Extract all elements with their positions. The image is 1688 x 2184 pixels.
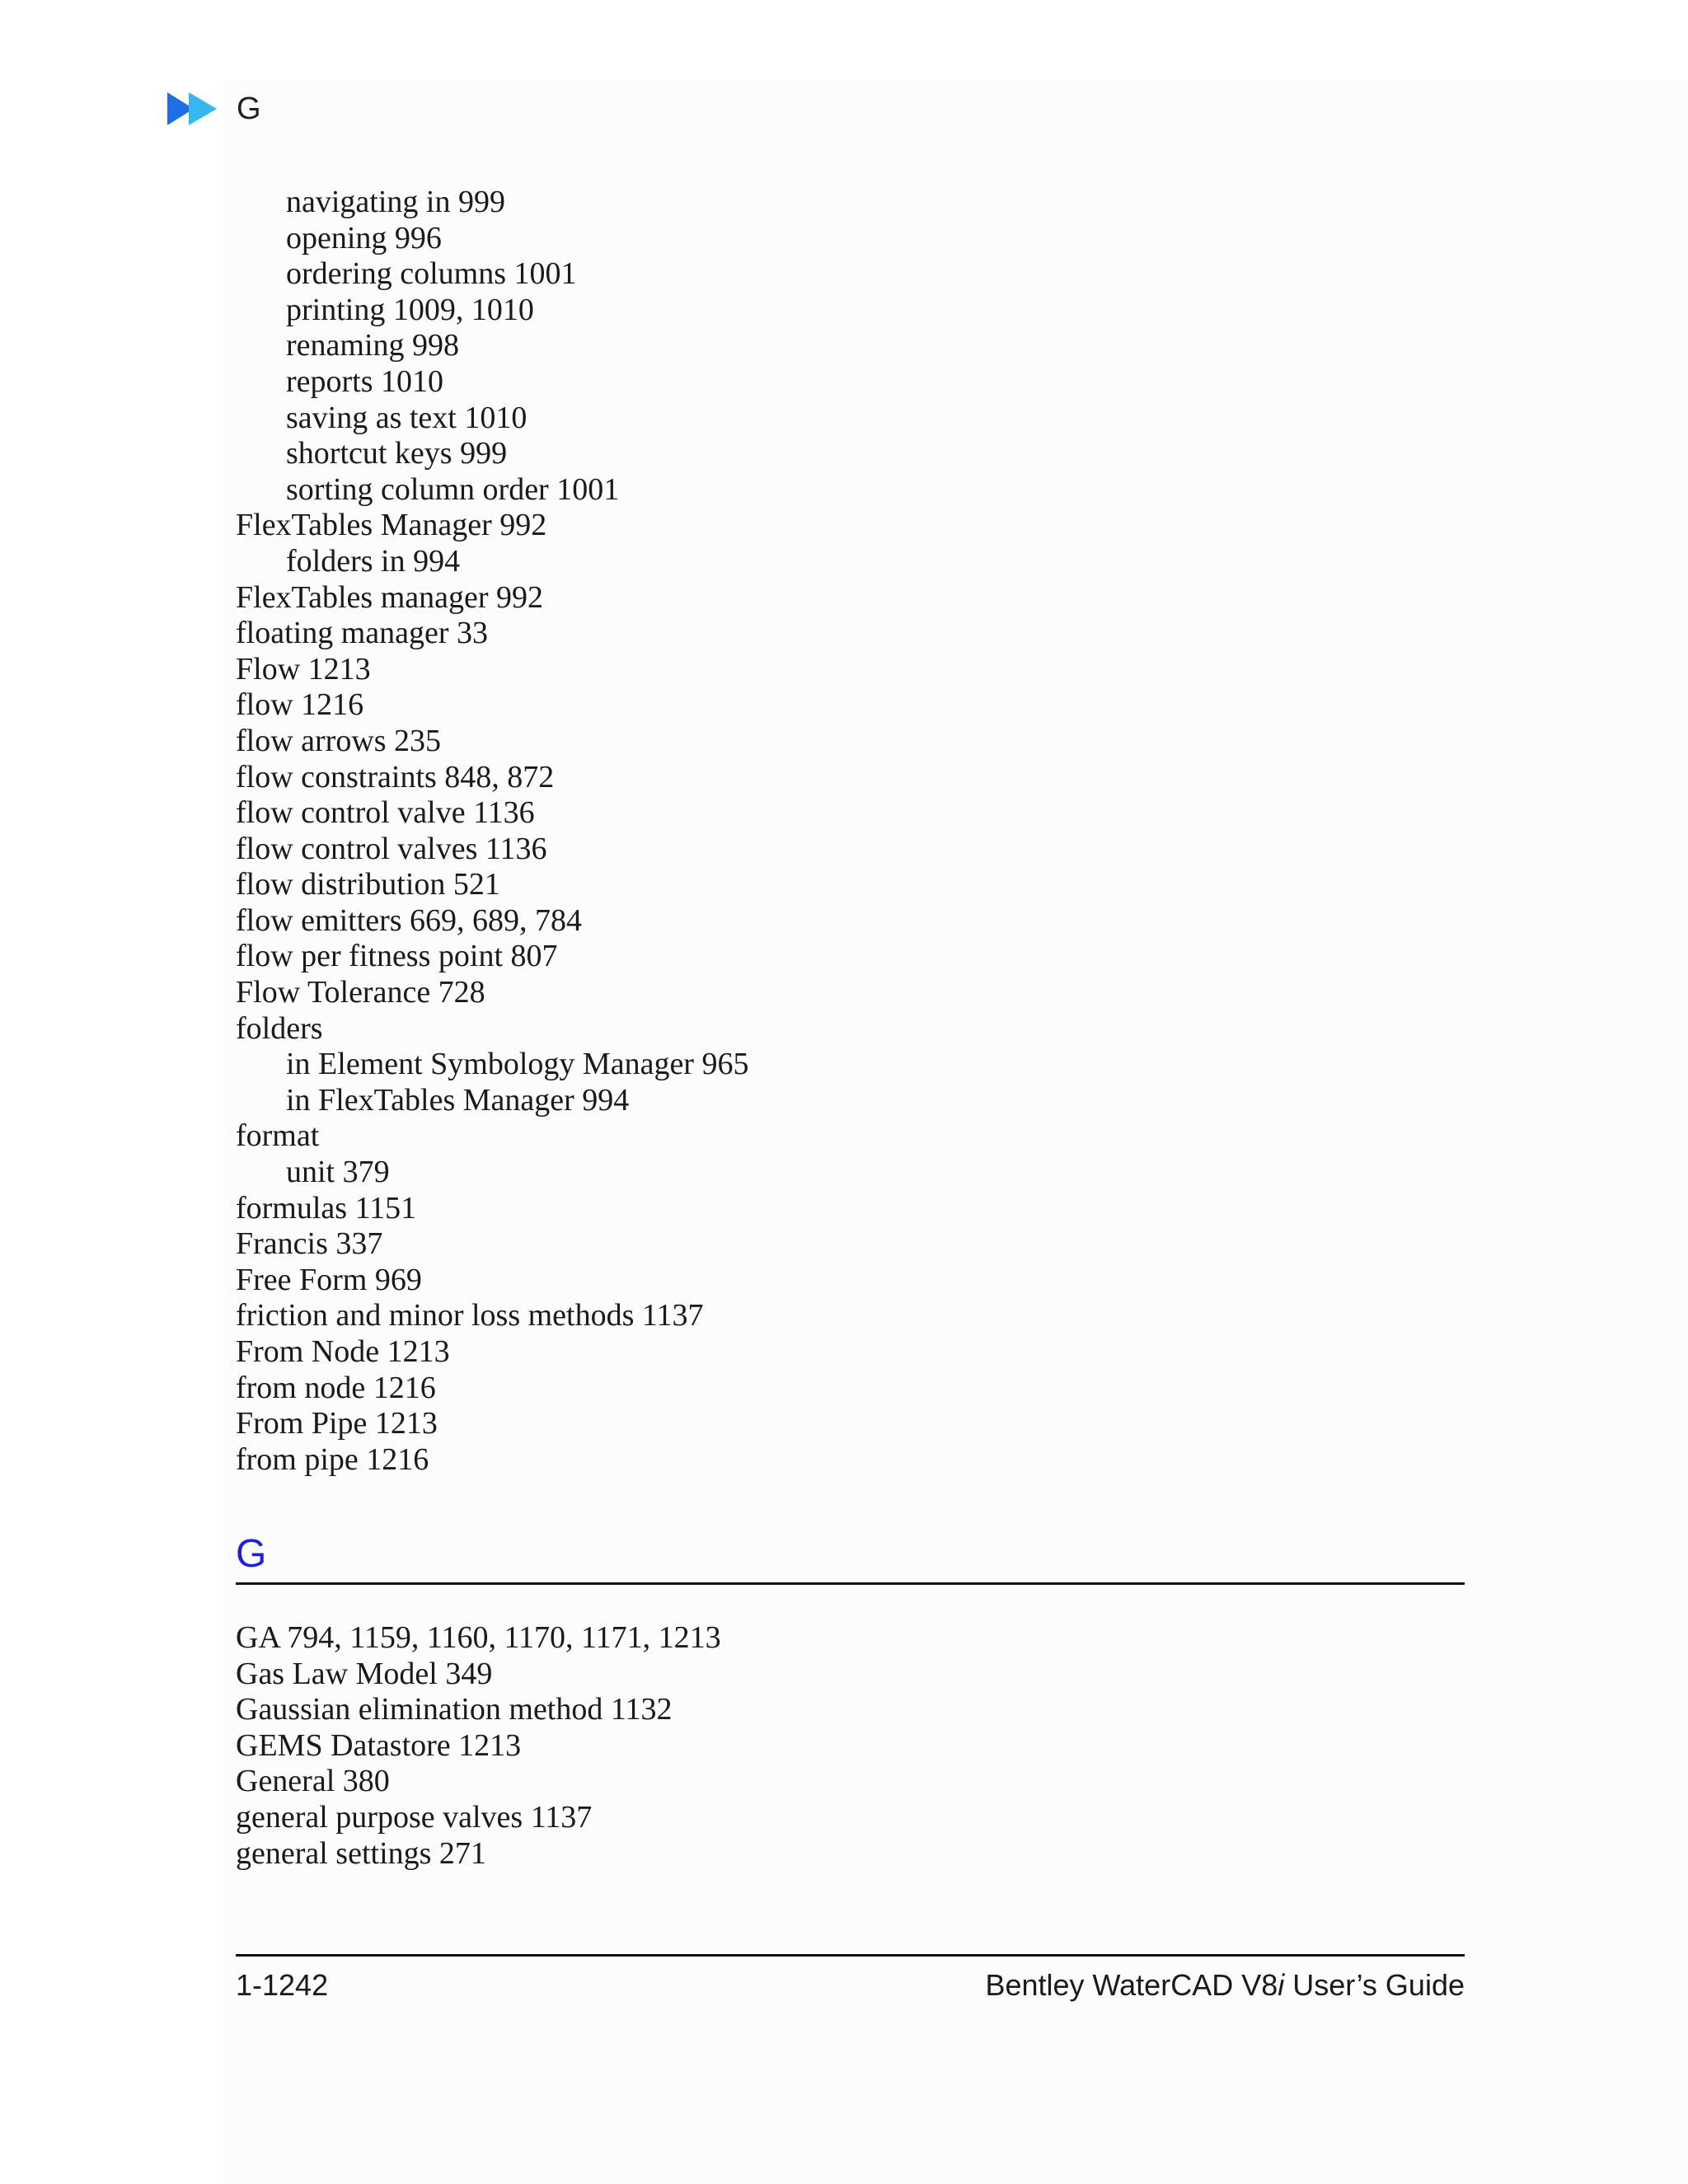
- index-entry: flow emitters 669, 689, 784: [236, 902, 583, 938]
- double-arrow-icon: [167, 91, 220, 127]
- index-entry: friction and minor loss methods 1137: [236, 1298, 704, 1333]
- index-entry: From Node 1213: [236, 1334, 450, 1369]
- index-subentry: navigating in 999: [286, 185, 505, 219]
- index-entry: Gas Law Model 349: [236, 1656, 493, 1691]
- index-entry: format: [236, 1118, 320, 1154]
- index-entry: flow control valves 1136: [236, 831, 547, 866]
- index-entry: Free Form 969: [236, 1262, 422, 1297]
- index-entry: FlexTables Manager 992: [236, 508, 547, 543]
- index-entry: Flow 1213: [236, 651, 371, 687]
- section-rule: [236, 1582, 1465, 1585]
- section-index-list: [236, 1620, 721, 1872]
- index-entry: Francis 337: [236, 1226, 383, 1262]
- footer-rule: [236, 1954, 1465, 1957]
- index-subentry: opening 996: [286, 220, 442, 255]
- page-number: 1-1242: [236, 1968, 329, 2002]
- index-entry: from node 1216: [236, 1370, 436, 1405]
- index-subentry: sorting column order 1001: [286, 471, 620, 507]
- index-entry: GEMS Datastore 1213: [236, 1727, 522, 1763]
- index-subentry: renaming 998: [286, 328, 460, 363]
- index-subentry: in Element Symbology Manager 965: [286, 1047, 749, 1082]
- index-subentry: ordering columns 1001: [286, 256, 577, 292]
- index-entry: FlexTables manager 992: [236, 579, 544, 615]
- index-subentry: saving as text 1010: [286, 400, 528, 435]
- index-subentry: in FlexTables Manager 994: [286, 1082, 630, 1118]
- index-entry: Gaussian elimination method 1132: [236, 1692, 673, 1727]
- document-title-italic: i: [1278, 1968, 1285, 2002]
- index-entry: flow per fitness point 807: [236, 939, 558, 974]
- document-title: [985, 1968, 1465, 2003]
- index-subentry: printing 1009, 1010: [286, 292, 534, 327]
- running-header: [167, 84, 261, 134]
- index-entry: General 380: [236, 1764, 390, 1799]
- index-subentry: folders in 994: [286, 543, 461, 579]
- index-entry: flow constraints 848, 872: [236, 759, 555, 794]
- index-entry: folders: [236, 1010, 323, 1046]
- index-subentry: unit 379: [286, 1155, 390, 1190]
- section-heading: G: [236, 1532, 267, 1576]
- index-subentry: shortcut keys 999: [286, 436, 508, 471]
- index-entry: floating manager 33: [236, 616, 489, 651]
- index-entry: flow 1216: [236, 687, 364, 723]
- index-list: [236, 185, 748, 1478]
- index-entry: general settings 271: [236, 1835, 486, 1871]
- index-entry: flow distribution 521: [236, 867, 500, 902]
- header-letter: G: [237, 91, 261, 126]
- document-title-suffix: User’s Guide: [1284, 1968, 1465, 2002]
- document-title-prefix: Bentley WaterCAD V8: [985, 1968, 1278, 2002]
- index-entry: from pipe 1216: [236, 1441, 429, 1477]
- index-entry: general purpose valves 1137: [236, 1799, 593, 1835]
- index-entry: flow arrows 235: [236, 723, 442, 758]
- index-subentry: reports 1010: [286, 363, 444, 399]
- index-entry: GA 794, 1159, 1160, 1170, 1171, 1213: [236, 1620, 721, 1655]
- index-entry: Flow Tolerance 728: [236, 975, 485, 1010]
- index-entry: From Pipe 1213: [236, 1406, 438, 1441]
- index-entry: flow control valve 1136: [236, 795, 535, 831]
- index-entry: formulas 1151: [236, 1190, 417, 1226]
